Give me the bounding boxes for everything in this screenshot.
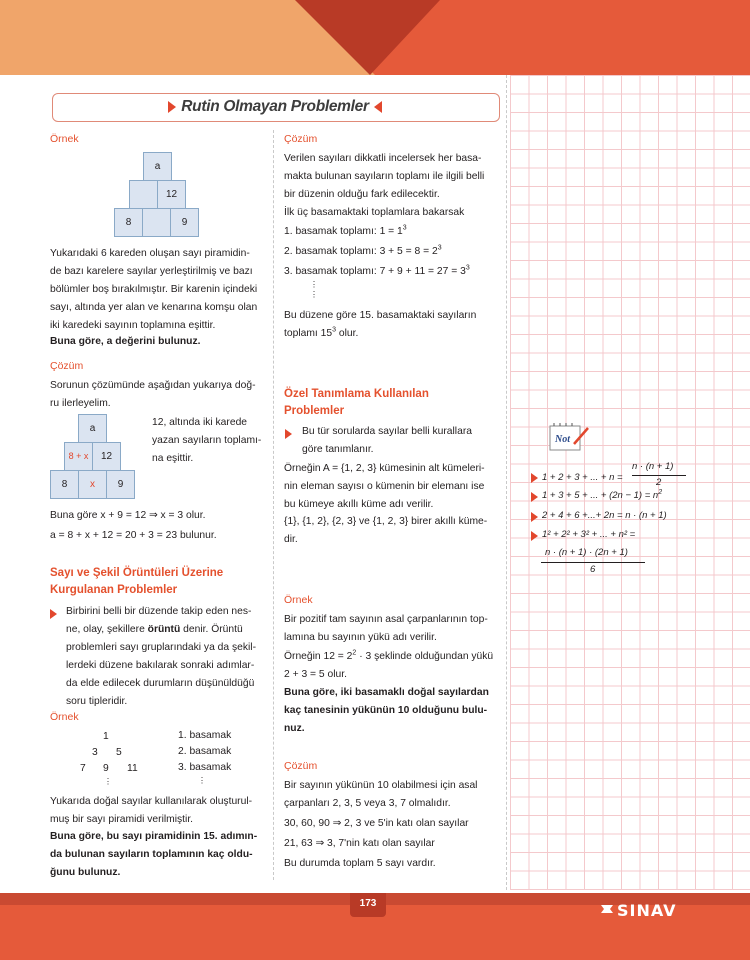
bullet-definitions: Bu tür sorularda sayılar belli kurallara göre tanımlanır. xyxy=(302,426,472,455)
bullet-marker-icon xyxy=(285,429,292,439)
triangle-right-icon xyxy=(168,101,176,113)
svg-text:Not: Not xyxy=(555,434,570,445)
ornek3-example: Örneğin $12 = 2^2 \cdot 3$ şeklinde olduğundan yükü 2 + 3 = 5 olur. xyxy=(284,649,494,680)
ornek1-question: Buna göre, a değerini bulunuz. xyxy=(50,336,201,347)
ornek1-text: Yukarıdaki 6 kareden oluşan sayı piramidin- de bazı karelere sayılar yerleştirilmiş ve bazı bölümler boş bırakılmıştır. Bir karenin içindeki sayı, altında yer alan ve kenarına komşu olan iki karedeki sayının toplamına eşittir. xyxy=(50,248,258,331)
bullet-marker-icon xyxy=(531,492,538,502)
example-smart-set-2: {1}, {1, 2}, {2, 3} ve {1, 2, 3} birer akıllı küme- dir. xyxy=(284,516,488,545)
page-number: 173 xyxy=(359,898,377,909)
bullet-marker-icon xyxy=(50,609,57,619)
ornek3-text: Bir pozitif tam sayının asal çarpanlarının top- lamına bu sayının yükü adı verilir. xyxy=(284,614,488,643)
cozum3-line: 21, 63 ⇒ 3, 7'nin katı olan sayılar xyxy=(284,838,435,849)
example-smart-set: Örneğin A = {1, 2, 3} kümesinin alt kümeleri- nin eleman sayısı o kümenin bir elemanı ise bu kümeye akıllı küme adı verilir. xyxy=(284,463,485,510)
step-labels: 1. basamak 2. basamak 3. basamak xyxy=(178,730,232,773)
cozum1-line: a = 8 + x + 12 = 20 + 3 = 23 bulunur. xyxy=(50,530,217,541)
pyramid-cell: 12 xyxy=(92,442,121,471)
sum-dots: ⋮ xyxy=(310,290,318,299)
cozum-label: Çözüm xyxy=(50,360,84,372)
pyramid-cell: 9 xyxy=(170,208,199,237)
formula-lhs: 1 + 2 + 3 + ... + n = xyxy=(542,472,623,483)
sum-line: 3. basamak toplamı: $7 + 9 + 11 = 27 = 3^3$ xyxy=(284,264,470,277)
cozum1-intro: Sorunun çözümünde aşağıdan yukarıya doğ- ru ilerleyelim. xyxy=(50,380,256,409)
margin-divider xyxy=(506,75,507,890)
pyramid-cell: 9 xyxy=(106,470,135,499)
pyramid-cell xyxy=(142,208,171,237)
cozum-label: Çözüm xyxy=(284,133,318,145)
formula-even-sum: 2 + 4 + 6 +...+ 2n = n · (n + 1) xyxy=(542,510,667,521)
sum-line: 2. basamak toplamı: $3 + 5 = 8 = 2^3$ xyxy=(284,244,442,257)
step-dots: ⋮ xyxy=(198,776,206,785)
formula-numerator: n · (n + 1) xyxy=(632,461,674,472)
ornek2-question: Buna göre, bu sayı piramidinin 15. adımın- da bulunan sayıların toplamının kaç oldu- ğunu bulunuz. xyxy=(50,831,258,878)
fraction-bar xyxy=(541,562,645,563)
brand-logo-icon xyxy=(600,903,614,915)
cozum3-line: 30, 60, 90 ⇒ 2, 3 ve 5'in katı olan sayılar xyxy=(284,818,469,829)
heading-definitions: Özel Tanımlama Kullanılan Problemler xyxy=(284,388,429,417)
cozum3-text: Bir sayının yükünün 10 olabilmesi için asal çarpanları 2, 3, 5 veya 3, 7 olmalıdır. xyxy=(284,780,478,809)
cozum1-side: 12, altında iki karede yazan sayıların toplamı- na eşittir. xyxy=(152,417,262,464)
pyramid-cell: 8 + x xyxy=(64,442,93,471)
formula-denominator: 2 xyxy=(656,477,662,488)
brand-logo: SINAV xyxy=(617,901,677,920)
pyramid-cell: a xyxy=(78,414,107,443)
pyramid-cell: a xyxy=(143,152,172,181)
pyramid-cell xyxy=(129,180,158,209)
triangle-left-icon xyxy=(374,101,382,113)
cozum3-line: Bu durumda toplam 5 sayı vardır. xyxy=(284,858,436,869)
bullet-marker-icon xyxy=(531,512,538,522)
formula-square-sum: 1² + 2² + 3² + ... + n² = xyxy=(542,529,636,540)
section-title: Rutin Olmayan Problemler xyxy=(52,93,498,120)
note-pad-icon xyxy=(548,422,590,454)
bullet-patterns: Birbirini belli bir düzende takip eden nes- ne, olay, şekillere örüntü denir. Örüntü problemleri sayı gruplarındaki ya da şekil- lerdeki düzene bakılarak sonraki adımlar- da elde edilecek durumların düşünüldüğü soru tipleridir. xyxy=(66,606,257,707)
column-divider xyxy=(273,130,274,880)
formula-numerator: n · (n + 1) · (2n + 1) xyxy=(545,547,628,558)
formula-odd-sum: 1 + 3 + 5 + ... + $(2n - 1) = n^2$ xyxy=(542,488,663,501)
sum-dots: ⋮ xyxy=(310,280,318,289)
cozum2-end: Bu düzene göre 15. basamaktaki sayıların toplamı $15^3$ olur. xyxy=(284,310,477,339)
pyramid-cell: 8 xyxy=(114,208,143,237)
ornek3-question: Buna göre, iki basamaklı doğal sayılardan kaç tanesinin yükünün 10 olduğunu bulu- nuz. xyxy=(284,687,489,734)
header-band xyxy=(0,0,750,75)
pyramid-cell: x xyxy=(78,470,107,499)
formula-denominator: 6 xyxy=(590,564,596,575)
cozum1-line: Buna göre x + 9 = 12 ⇒ x = 3 olur. xyxy=(50,510,206,521)
ornek-label: Örnek xyxy=(284,594,313,606)
cozum2-intro: İlk üç basamaktaki toplamlara bakarsak xyxy=(284,207,465,218)
cozum2-text: Verilen sayıları dikkatli incelersek her basa- makta bulunan sayıların toplamı ile ilgili belli bir düzenin olduğu fark edilecektir. xyxy=(284,153,485,200)
pyramid-cell: 12 xyxy=(157,180,186,209)
cozum-label: Çözüm xyxy=(284,760,318,772)
bullet-marker-icon xyxy=(531,531,538,541)
bullet-marker-icon xyxy=(531,473,538,483)
ornek2-text: Yukarıda doğal sayılar kullanılarak oluşturul- muş bir sayı piramidi verilmiştir. xyxy=(50,796,253,825)
ornek-label: Örnek xyxy=(50,711,79,723)
heading-patterns: Sayı ve Şekil Örüntüleri Üzerine Kurgulanan Problemler xyxy=(50,567,224,596)
sum-line: 1. basamak toplamı: $1 = 1^3$ xyxy=(284,224,407,237)
pyramid-cell: 8 xyxy=(50,470,79,499)
fraction-bar xyxy=(632,475,686,476)
ornek-label: Örnek xyxy=(50,133,79,145)
